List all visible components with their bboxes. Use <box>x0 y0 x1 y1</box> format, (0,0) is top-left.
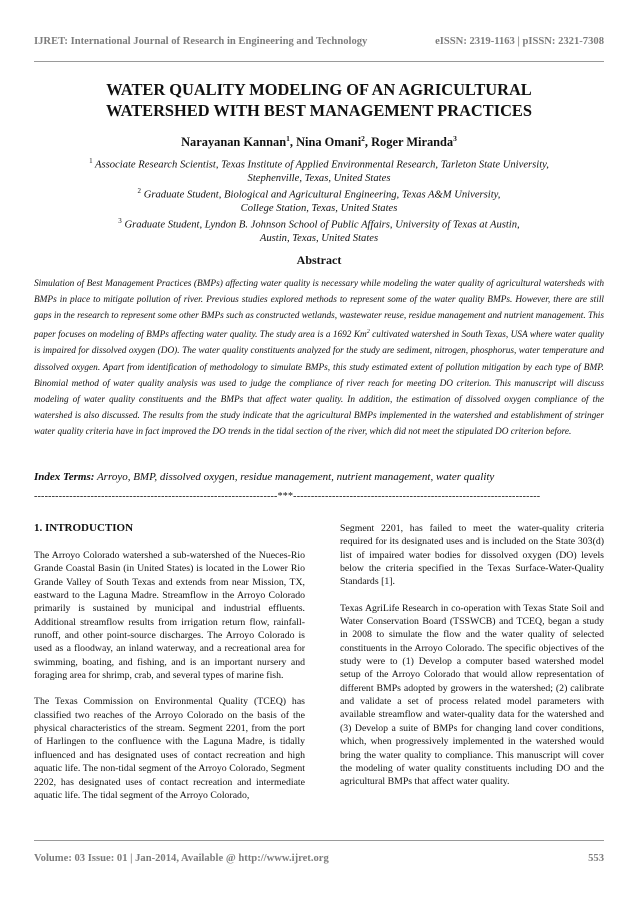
author-mark: 1 <box>286 134 290 143</box>
author-name: Roger Miranda <box>371 135 454 150</box>
affiliation-text: Graduate Student, Lyndon B. Johnson School of Public Affairs, University of Texas at Austin, <box>124 219 520 231</box>
abstract-heading: Abstract <box>296 253 342 267</box>
paragraph: The Texas Commission on Environmental Quality (TCEQ) has classified two reaches of the Arroyo Colorado on the basis of the physical characteristics of the stream. Segment 2201, from the port of Harlingen to the confluence with the Laguna Madre, is tidally influenced and has designated uses of contact recreation and high aquatic life. The non-tidal segment of the Arroyo Colorado, Segment 2202, has designated uses of contact recreation and intermediate aquatic life. The tidal segment of the Arroyo Colorado, <box>34 696 305 801</box>
header-rule <box>34 61 604 62</box>
affiliation-line: Stephenville, Texas, United States <box>247 172 391 184</box>
paragraph: The Arroyo Colorado watershed a sub-watershed of the Nueces-Rio Grande Coastal Basin (in United States) is located in the Lower Rio Grande Valley of South Texas and extends from near Mission, TX, eastward to the Laguna Madre. Streamflow in the Arroyo Colorado primarily is sustained by municipal and industrial effluents. Additional streamflow results from irrigation return flow, rainfall-runoff, and other point-source discharges. The Arroyo Colorado is used as a floodway, an inland waterway, and a recreational area for swimming, boating, and fishing, and is an important nursery and foraging area for shrimp, crab, and several types of marine fish. <box>34 550 305 682</box>
author-list: Narayanan Kannan$^1$, Nina Omani$^2$, Roger Miranda$^3$ <box>181 134 457 150</box>
affiliations <box>36 155 602 245</box>
journal-name: IJRET: International Journal of Research in Engineering and Technology <box>34 36 368 47</box>
affiliation-line <box>36 185 602 202</box>
affiliation-mark: 1 <box>89 157 93 165</box>
volume-info: Volume: 03 Issue: 01 | Jan-2014, Available @ http://www.ijret.org <box>34 853 329 864</box>
affiliation-line <box>36 155 602 172</box>
section-separator: ---------------------------------------------------------------------***---------------------------------------------------------------------- <box>34 491 541 502</box>
running-footer <box>34 853 604 864</box>
title-line-1: WATER QUALITY MODELING OF AN AGRICULTURAL <box>106 80 532 99</box>
index-terms-label: Index Terms: <box>34 471 95 483</box>
affiliation-mark: 3 <box>118 216 122 225</box>
author-name: Narayanan Kannan <box>181 135 287 150</box>
left-column <box>34 522 305 815</box>
author-name: Nina Omani <box>296 135 362 150</box>
superscript: 2 <box>366 329 370 336</box>
page-number: 553 <box>588 853 604 864</box>
index-terms-text: Arroyo, BMP, dissolved oxygen, residue management, nutrient management, water quality <box>94 471 495 483</box>
affiliation-line <box>36 215 602 232</box>
footer-rule <box>34 840 604 841</box>
abstract-text: Simulation of Best Management Practices (BMPs) affecting water quality is necessary while modeling the water quality of agricultural watersheds with BMPs in place to mitigate pollution of river. Previous studies explored methods to represent some of the water quality BMPs. However, there are still gaps in the research to represent some other BMPs such as constructed wetlands, wastewater reuse, residue management and nutrient management. This paper focuses on modeling of BMPs affecting water quality. The study area is a 1692 Km <box>34 279 604 341</box>
abstract-body <box>34 276 604 440</box>
right-column <box>340 522 604 802</box>
author-mark: 3 <box>453 134 457 143</box>
paper-title <box>40 79 598 121</box>
affiliation-text: Graduate Student, Biological and Agricultural Engineering, Texas A&M University, <box>143 189 501 201</box>
affiliation-line: College Station, Texas, United States <box>240 202 398 214</box>
paragraph: Segment 2201, has failed to meet the water-quality criteria required for its designated uses and is included on the State 303(d) list of impaired water bodies for dissolved oxygen (DO) levels below the criteria specified in the Texas Surface-Water-Quality Standards [1]. <box>340 523 604 588</box>
affiliation-mark: 2 <box>137 186 142 195</box>
paragraph: Texas AgriLife Research in co-operation with Texas State Soil and Water Conservation Board (TSSWCB) and TCEQ, began a study in 2008 to simulate the flow and the water quality of selected constituents in the Arroyo Colorado. The specific objectives of the study were to (1) Develop a computer based watershed model setup of the Arroyo Colorado that would allow representation of different BMPs adopted by growers in the watershed; (2) calibrate and validate a set of process related model parameters with available streamflow and water-quality data for the watershed and (3) Develop a suite of BMPs for changing land cover conditions, which, when progressively implemented in the watershed would bring the water quality to compliance. This manuscript will cover the modeling of water quality constituents including DO and the agricultural BMPs that affect water quality. <box>340 602 604 788</box>
running-header <box>34 36 604 47</box>
issn-info: eISSN: 2319-1163 | pISSN: 2321-7308 <box>435 36 604 47</box>
abstract-text: cultivated watershed in South Texas, USA where water quality is impaired for dissolved oxygen (DO). The water quality constituents analyzed for the study are sediment, nitrogen, phosphorus, water temperature and dissolved oxygen. Apart from identification of methodology to simulate BMPs, this study estimated extent of pollution mitigation by each type of BMP. Binomial method of water quality analysis was used to judge the compliance of river reach for meeting DO criterion. This manuscript will discuss modeling of water quality constituents and the BMPs that affect water quality. In addition, the estimation of dissolved oxygen compliance of the watershed is also discussed. The results from the study indicate that the agricultural BMPs implemented in the watershed and establishment of stringer water quality criteria have in fact improved the DO trends in the tidal section of the river, which did not meet the stipulated DO criterion before. <box>34 330 605 437</box>
section-heading: 1. INTRODUCTION <box>34 522 134 534</box>
title-line-2: WATERSHED WITH BEST MANAGEMENT PRACTICES <box>106 101 532 120</box>
author-mark: 2 <box>361 134 365 143</box>
affiliation-line: Austin, Texas, United States <box>259 232 379 244</box>
index-terms <box>34 471 604 483</box>
affiliation-text: Associate Research Scientist, Texas Institute of Applied Environmental Research, Tarleton State University, <box>95 159 549 171</box>
